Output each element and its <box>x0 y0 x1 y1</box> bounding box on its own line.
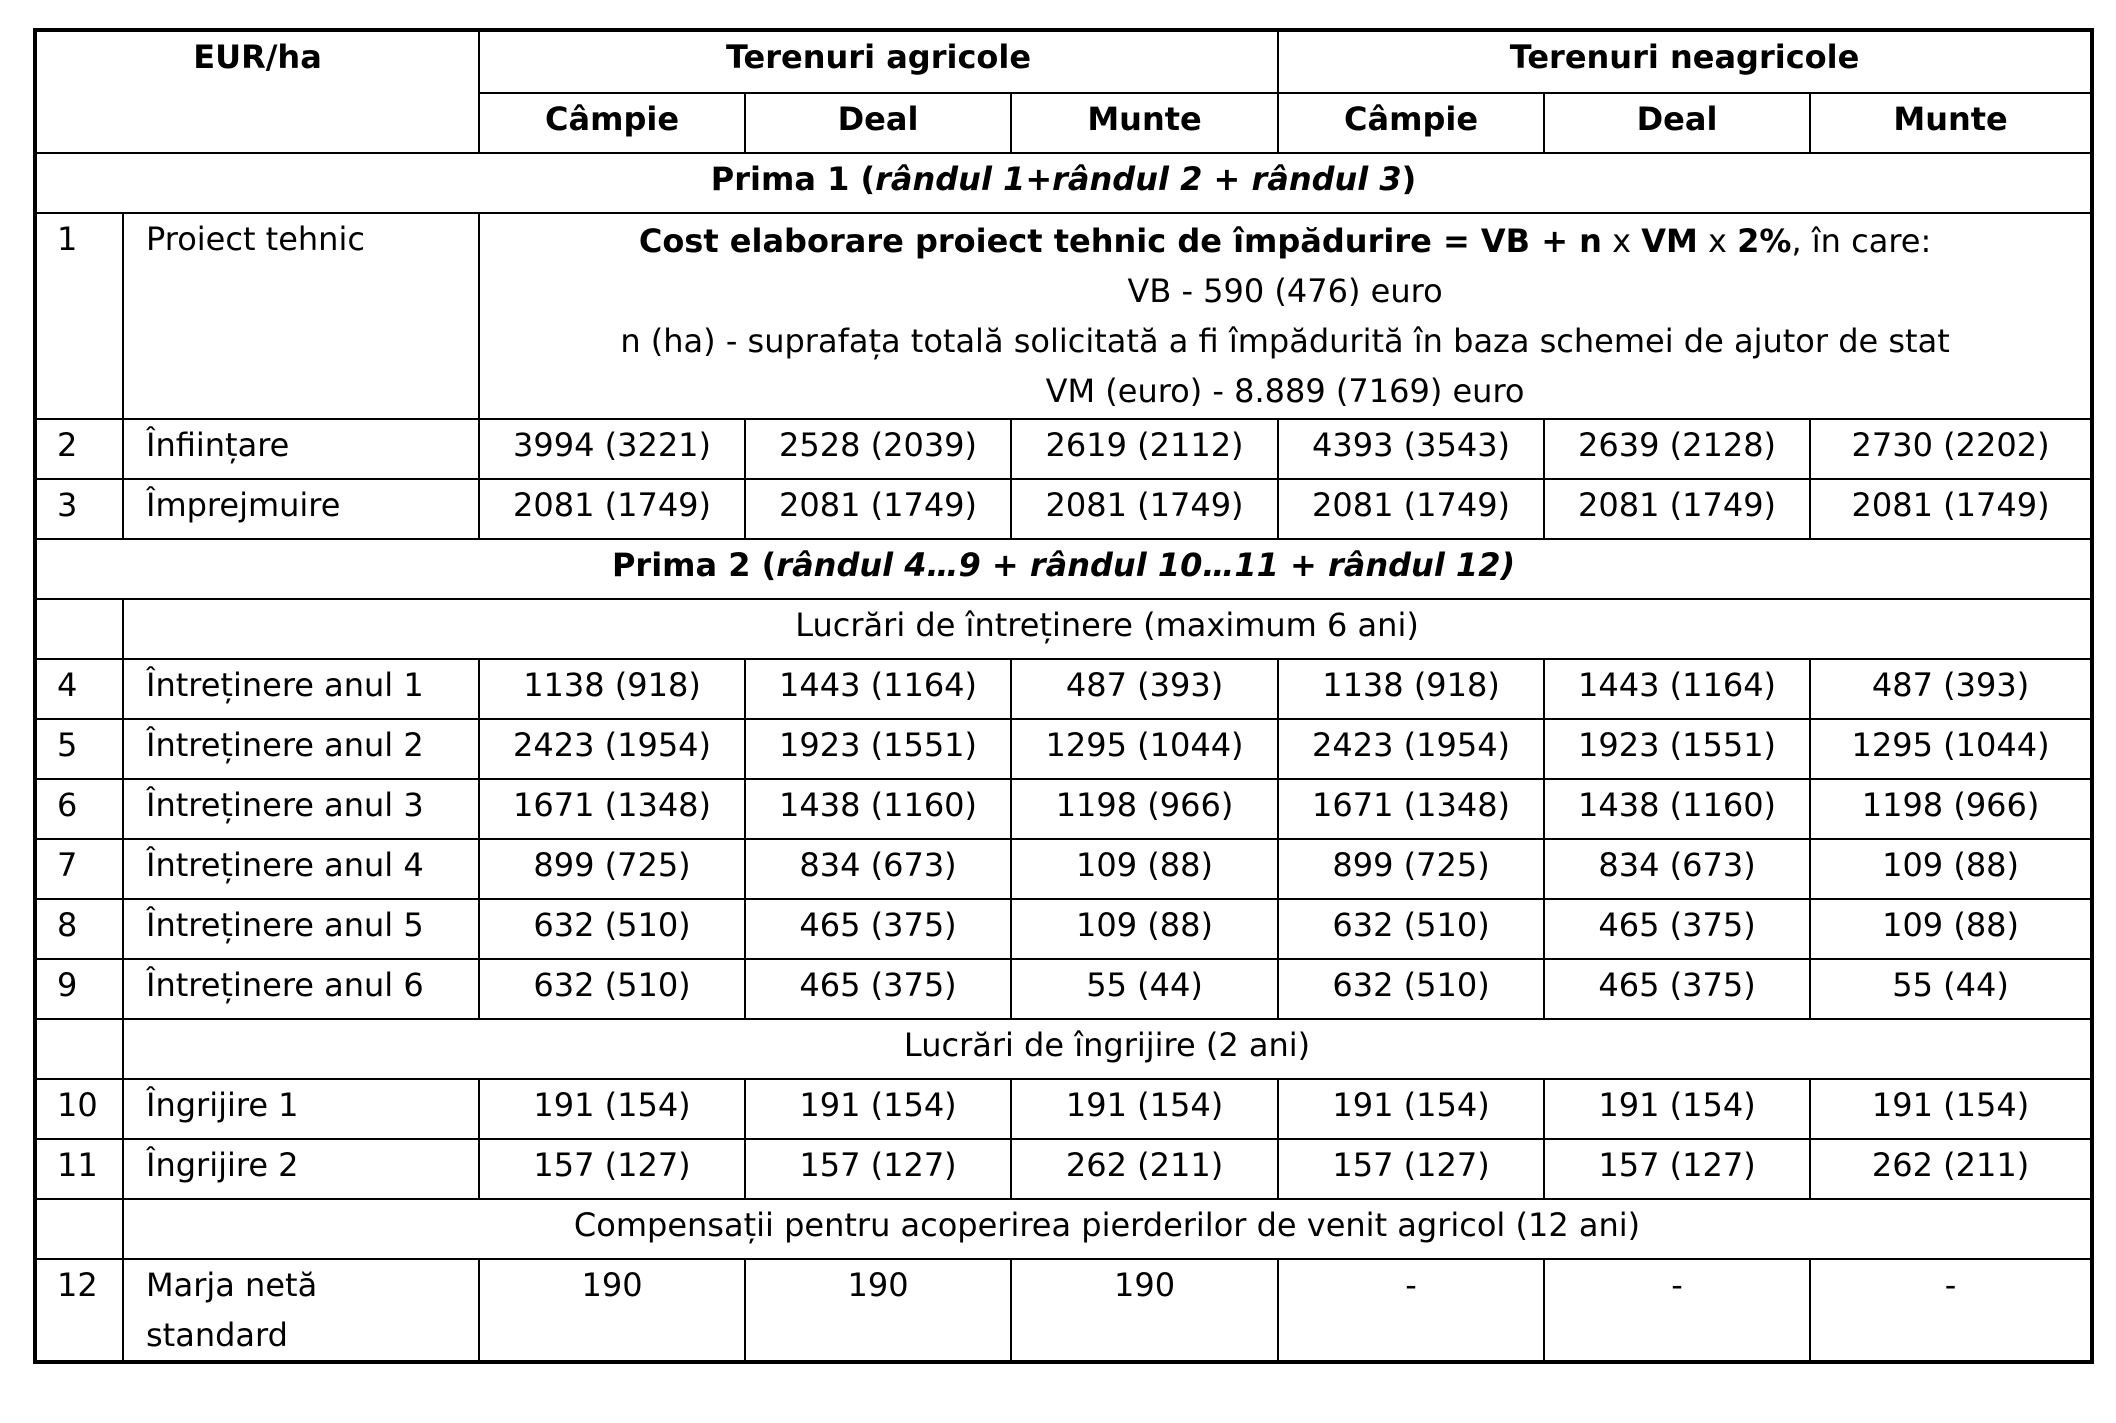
cell-value: - <box>1810 1259 2092 1362</box>
cell-value: 190 <box>479 1259 745 1362</box>
table-row <box>35 659 2092 719</box>
cell-value: 834 (673) <box>745 839 1011 899</box>
header-row-1 <box>35 30 2092 93</box>
header-terenuri-agricole: Terenuri agricole <box>479 30 1278 93</box>
cell-value: 157 (127) <box>745 1139 1011 1199</box>
row-label: Întreținere anul 5 <box>123 899 479 959</box>
table-row <box>35 719 2092 779</box>
row-number: 5 <box>35 719 123 779</box>
table-row-1 <box>35 213 2092 419</box>
row-number: 11 <box>35 1139 123 1199</box>
cell-value: 55 (44) <box>1810 959 2092 1019</box>
cell-value: 899 (725) <box>479 839 745 899</box>
cell-value: 899 (725) <box>1278 839 1544 899</box>
cell-value: 834 (673) <box>1544 839 1810 899</box>
cell-value: 487 (393) <box>1810 659 2092 719</box>
cell-value: 1295 (1044) <box>1810 719 2092 779</box>
cell-value: 2730 (2202) <box>1810 419 2092 479</box>
cell-value: 55 (44) <box>1011 959 1278 1019</box>
cell-value: 465 (375) <box>745 959 1011 1019</box>
row-label: Înființare <box>123 419 479 479</box>
empty-cell <box>35 1019 123 1079</box>
formula-cell: Cost elaborare proiect tehnic de împădurire = VB + n x VM x 2%, în care: VB - 590 (476) euro n (ha) - suprafața totală solicitată a fi împădurită în baza schemei de ajutor de stat VM (euro) - 8.889 (7169) euro <box>479 213 2092 419</box>
row-number: 6 <box>35 779 123 839</box>
cell-value: 191 (154) <box>745 1079 1011 1139</box>
prima1-row <box>35 153 2092 213</box>
table-row <box>35 779 2092 839</box>
row-label: Întreținere anul 3 <box>123 779 479 839</box>
cell-value: 632 (510) <box>479 959 745 1019</box>
cell-value: 487 (393) <box>1011 659 1278 719</box>
cell-value: 2619 (2112) <box>1011 419 1278 479</box>
row-label: Împrejmuire <box>123 479 479 539</box>
row-number: 3 <box>35 479 123 539</box>
cell-value: 4393 (3543) <box>1278 419 1544 479</box>
cell-value: 262 (211) <box>1810 1139 2092 1199</box>
cell-value: 157 (127) <box>1544 1139 1810 1199</box>
cell-value: 1198 (966) <box>1011 779 1278 839</box>
header-col: Deal <box>1544 93 1810 153</box>
row-number: 2 <box>35 419 123 479</box>
cell-value: 1443 (1164) <box>1544 659 1810 719</box>
cell-value: 465 (375) <box>1544 899 1810 959</box>
cell-value: - <box>1544 1259 1810 1362</box>
cell-value: 157 (127) <box>479 1139 745 1199</box>
cell-value: 1295 (1044) <box>1011 719 1278 779</box>
cell-value: 2081 (1749) <box>1810 479 2092 539</box>
cell-value: 1138 (918) <box>479 659 745 719</box>
row-label: Întreținere anul 6 <box>123 959 479 1019</box>
subheader-ingrijire: Lucrări de îngrijire (2 ani) <box>123 1019 2092 1079</box>
empty-cell <box>35 1199 123 1259</box>
cell-value: 157 (127) <box>1278 1139 1544 1199</box>
cell-value: 109 (88) <box>1011 839 1278 899</box>
cell-value: 2081 (1749) <box>745 479 1011 539</box>
cell-value: 191 (154) <box>1810 1079 2092 1139</box>
header-col: Munte <box>1810 93 2092 153</box>
cell-value: 3994 (3221) <box>479 419 745 479</box>
cell-value: 191 (154) <box>1278 1079 1544 1139</box>
cell-value: 632 (510) <box>479 899 745 959</box>
cell-value: 2081 (1749) <box>1544 479 1810 539</box>
row-number: 4 <box>35 659 123 719</box>
cell-value: 1443 (1164) <box>745 659 1011 719</box>
table-row <box>35 899 2092 959</box>
cell-value: 191 (154) <box>479 1079 745 1139</box>
cell-value: 109 (88) <box>1011 899 1278 959</box>
cell-value: 1923 (1551) <box>745 719 1011 779</box>
row-label: Întreținere anul 4 <box>123 839 479 899</box>
table-row <box>35 959 2092 1019</box>
header-corner: EUR/ha <box>35 30 479 153</box>
subheader-compensatii: Compensații pentru acoperirea pierderilor de venit agricol (12 ani) <box>123 1199 2092 1259</box>
cell-value: - <box>1278 1259 1544 1362</box>
row-number: 8 <box>35 899 123 959</box>
row-number: 12 <box>35 1259 123 1362</box>
row-label: Îngrijire 1 <box>123 1079 479 1139</box>
row-label: Îngrijire 2 <box>123 1139 479 1199</box>
cell-value: 2081 (1749) <box>1011 479 1278 539</box>
row-number: 10 <box>35 1079 123 1139</box>
cell-value: 109 (88) <box>1810 899 2092 959</box>
cell-value: 1923 (1551) <box>1544 719 1810 779</box>
row-number: 1 <box>35 213 123 419</box>
table-row <box>35 1079 2092 1139</box>
cell-value: 2423 (1954) <box>1278 719 1544 779</box>
cell-value: 1671 (1348) <box>1278 779 1544 839</box>
empty-cell <box>35 599 123 659</box>
cost-table <box>33 28 2094 1364</box>
row-number: 7 <box>35 839 123 899</box>
table-row <box>35 839 2092 899</box>
cell-value: 2423 (1954) <box>479 719 745 779</box>
cell-value: 1671 (1348) <box>479 779 745 839</box>
subheader-intretinere: Lucrări de întreținere (maximum 6 ani) <box>123 599 2092 659</box>
table-row <box>35 1259 2092 1362</box>
cell-value: 632 (510) <box>1278 959 1544 1019</box>
subheader-row <box>35 1199 2092 1259</box>
cell-value: 190 <box>745 1259 1011 1362</box>
prima2-title: Prima 2 (rândul 4…9 + rândul 10…11 + rândul 12) <box>35 539 2092 599</box>
header-col: Câmpie <box>479 93 745 153</box>
cell-value: 191 (154) <box>1011 1079 1278 1139</box>
cell-value: 109 (88) <box>1810 839 2092 899</box>
prima2-row <box>35 539 2092 599</box>
cell-value: 465 (375) <box>1544 959 1810 1019</box>
header-col: Deal <box>745 93 1011 153</box>
row-label: Întreținere anul 2 <box>123 719 479 779</box>
prima1-title: Prima 1 (rândul 1+rândul 2 + rândul 3) <box>35 153 2092 213</box>
row-label: Întreținere anul 1 <box>123 659 479 719</box>
row-number: 9 <box>35 959 123 1019</box>
row-label: Marja netă standard <box>123 1259 479 1362</box>
cell-value: 1438 (1160) <box>1544 779 1810 839</box>
table-row <box>35 479 2092 539</box>
subheader-row <box>35 1019 2092 1079</box>
cell-value: 2528 (2039) <box>745 419 1011 479</box>
cell-value: 465 (375) <box>745 899 1011 959</box>
cell-value: 2081 (1749) <box>1278 479 1544 539</box>
cell-value: 2081 (1749) <box>479 479 745 539</box>
cell-value: 632 (510) <box>1278 899 1544 959</box>
cell-value: 190 <box>1011 1259 1278 1362</box>
cell-value: 1138 (918) <box>1278 659 1544 719</box>
table-row <box>35 1139 2092 1199</box>
row-label: Proiect tehnic <box>123 213 479 419</box>
table-row <box>35 419 2092 479</box>
cell-value: 1198 (966) <box>1810 779 2092 839</box>
cell-value: 191 (154) <box>1544 1079 1810 1139</box>
subheader-row <box>35 599 2092 659</box>
cell-value: 2639 (2128) <box>1544 419 1810 479</box>
header-terenuri-neagricole: Terenuri neagricole <box>1278 30 2092 93</box>
cell-value: 1438 (1160) <box>745 779 1011 839</box>
header-col: Câmpie <box>1278 93 1544 153</box>
header-col: Munte <box>1011 93 1278 153</box>
cell-value: 262 (211) <box>1011 1139 1278 1199</box>
